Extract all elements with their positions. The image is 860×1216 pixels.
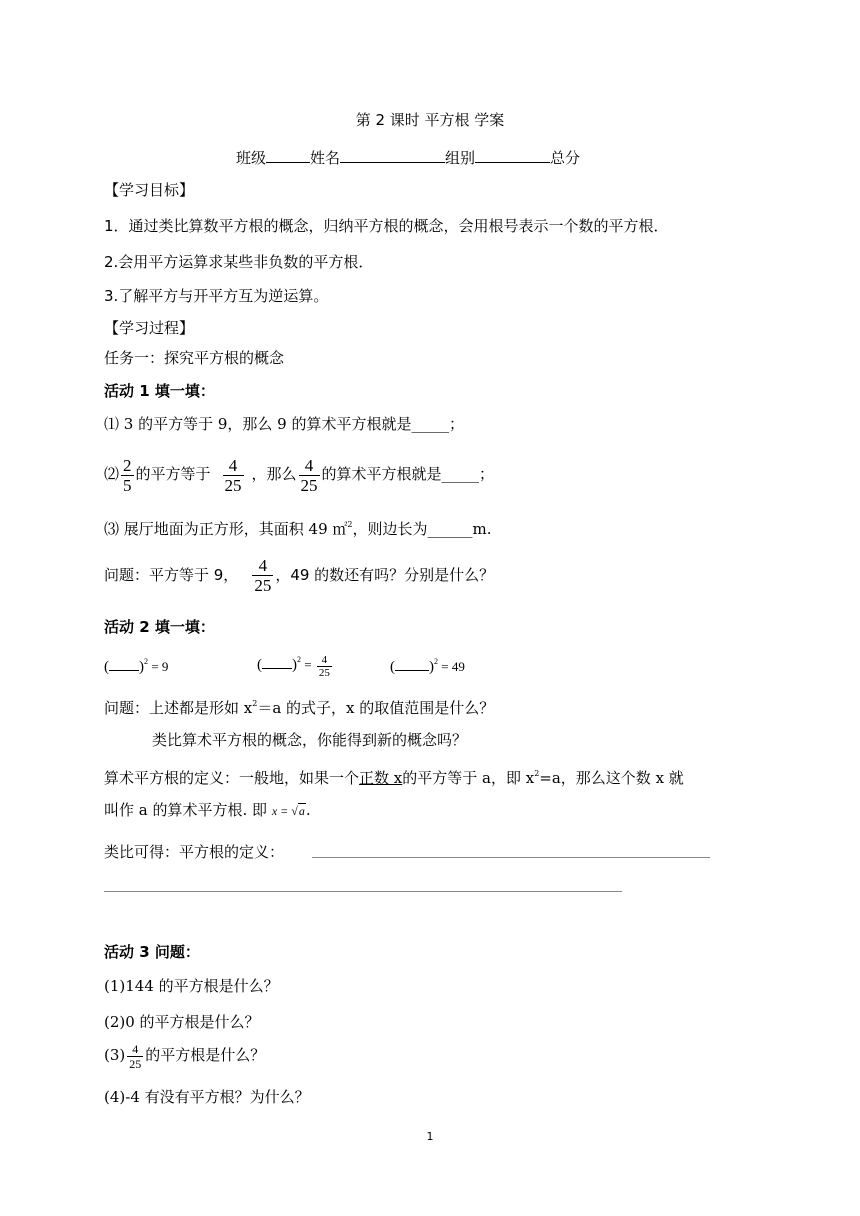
fraction-4-25: $\frac{4}{25}$ <box>300 455 318 495</box>
group-blank[interactable] <box>475 146 550 163</box>
analogy-prompt: 类比可得：平方根的定义： <box>104 843 285 861</box>
objective-item: 3.了解平方与开平方互为逆运算。 <box>104 287 329 305</box>
activity1-title: 活动 1 填一填： <box>104 382 215 400</box>
process-heading: 【学习过程】 <box>104 319 195 337</box>
objectives-heading: 【学习目标】 <box>104 181 195 199</box>
sqrt-formula: x = √a <box>271 804 305 818</box>
score-label: 总分 <box>550 149 581 167</box>
equation-1: ( )$^2$ = 9 <box>104 657 169 675</box>
equation-3: ( )$^2$ = 49 <box>390 657 465 675</box>
activity3-title: 活动 3 问题： <box>104 943 200 961</box>
fraction-4-25: $\frac{4}{25}$ <box>318 653 330 679</box>
activity1-question: 问题：平方等于 9， $\frac{4}{25}$ ，49 的数还有吗？分别是什么？ <box>104 556 495 595</box>
student-info-row <box>236 146 580 168</box>
activity1-q3: ⑶ 展厅地面为正方形，其面积 49 ㎡$^2$，则边长为______m. <box>104 520 492 538</box>
activity2-question1: 问题：上述都是形如 $x^2=a$ 的式子，x 的取值范围是什么？ <box>104 699 495 717</box>
page-title: 第 2 课时 平方根 学案 <box>355 111 505 129</box>
activity3-q4: (4)-4 有没有平方根？为什么？ <box>104 1088 310 1106</box>
objective-item: 1．通过类比算数平方根的概念，归纳平方根的概念，会用根号表示一个数的平方根． <box>104 217 669 235</box>
activity1-q1: ⑴ 3 的平方等于 9，那么 9 的算术平方根就是_____； <box>104 415 464 433</box>
objective-item: 2.会用平方运算求某些非负数的平方根． <box>104 253 374 271</box>
activity2-question2: 类比算术平方根的概念，你能得到新的概念吗？ <box>152 731 468 749</box>
underlined-term: 正数 x <box>359 769 403 787</box>
fraction-4-25: $\frac{4}{25}$ <box>129 1041 142 1071</box>
class-blank[interactable] <box>266 146 310 163</box>
class-label: 班级 <box>236 149 267 167</box>
page-number: 1 <box>426 1130 434 1143</box>
answer-line[interactable] <box>312 857 710 858</box>
activity1-q2: ⑵ $\frac{2}{5}$ 的平方等于 $\frac{4}{25}$ ，那么 $\frac{4}{25}$ 的算术平方根就是_____； <box>104 455 495 495</box>
equation-2: ( )$^2$ = $\frac{4}{25}$ <box>257 653 330 679</box>
activity3-q2: (2)0 的平方根是什么？ <box>104 1013 260 1031</box>
answer-line[interactable] <box>104 891 622 892</box>
arith-sqrt-definition-line2: 叫作 a 的算术平方根. 即 x = √a. <box>104 801 311 819</box>
task1-title: 任务一：探究平方根的概念 <box>104 349 285 367</box>
arith-sqrt-definition: 算术平方根的定义：一般地，如果一个正数 x的平方等于 a，即 $x^2=a$，那么这个数 x 就 <box>104 769 684 787</box>
name-label: 姓名 <box>310 149 341 167</box>
fraction-2-5: $\frac{2}{5}$ <box>123 455 132 495</box>
activity2-title: 活动 2 填一填： <box>104 618 215 636</box>
name-blank[interactable] <box>340 146 445 163</box>
fraction-4-25: $\frac{4}{25}$ <box>254 556 272 595</box>
activity3-q1: (1)144 的平方根是什么？ <box>104 977 279 995</box>
group-label: 组别 <box>445 149 476 167</box>
activity3-q3: (3) $\frac{4}{25}$ 的平方根是什么？ <box>104 1041 266 1071</box>
fraction-4-25: $\frac{4}{25}$ <box>224 455 242 495</box>
